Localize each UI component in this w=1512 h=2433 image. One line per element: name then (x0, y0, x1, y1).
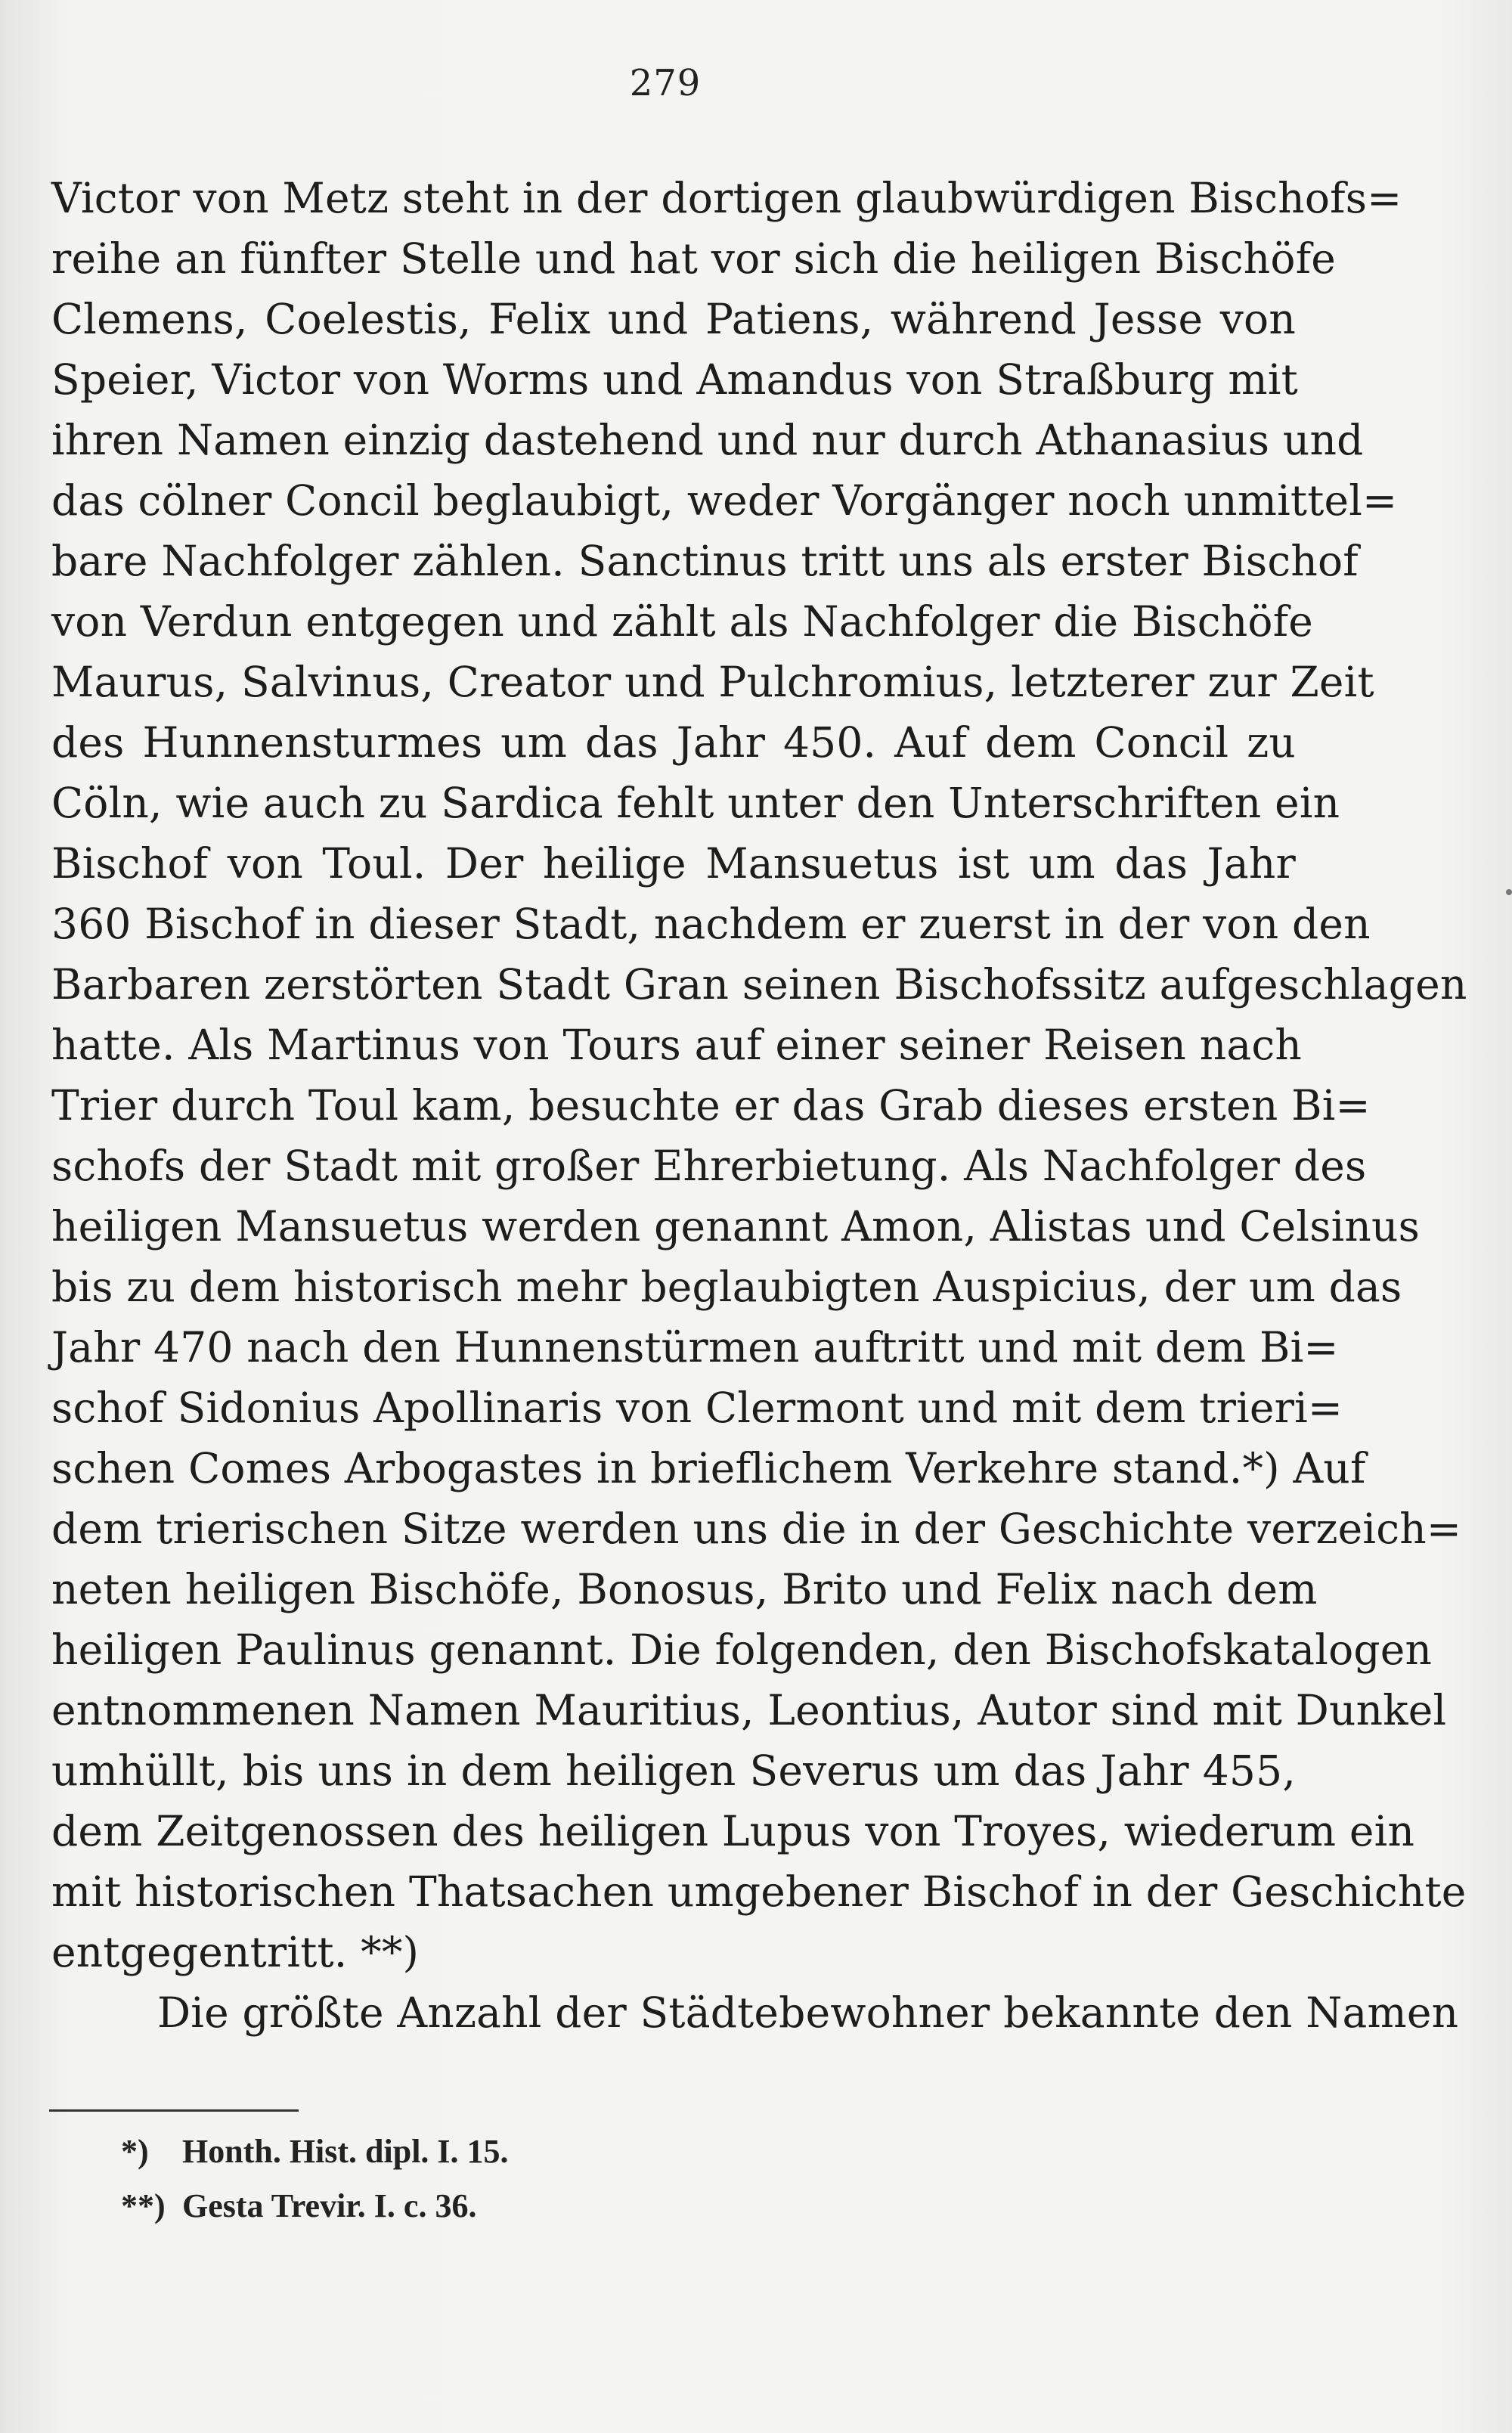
text-line: bis zu dem historisch mehr beglaubigten Auspicius, der um das (51, 1263, 1402, 1311)
paragraph-start-line: Die größte Anzahl der Städtebewohner bekannte den Namen (157, 1988, 1459, 2037)
text-line: heiligen Mansuetus werden genannt Amon, Alistas und Celsinus (51, 1202, 1421, 1251)
text-line: des Hunnensturmes um das Jahr 450. Auf dem Concil zu (51, 718, 1296, 767)
text-line: 360 Bischof in dieser Stadt, nachdem er zuerst in der von den (51, 900, 1371, 948)
body-text (51, 168, 1467, 2043)
footnote-2 (121, 2179, 877, 2233)
text-line: Clemens, Coelestis, Felix und Patiens, während Jesse von (51, 295, 1296, 343)
text-line: Bischof von Toul. Der heilige Mansuetus ist um das Jahr (51, 839, 1296, 888)
text-line: bare Nachfolger zählen. Sanctinus tritt uns als erster Bischof (51, 537, 1359, 585)
footnote-1 (121, 2125, 877, 2179)
footnote-mark: **) (121, 2187, 166, 2224)
text-line: schof Sidonius Apollinaris von Clermont und mit dem trieri= (51, 1384, 1343, 1432)
footnote-divider (49, 2109, 299, 2112)
text-line: dem Zeitgenossen des heiligen Lupus von Troyes, wiederum ein (51, 1807, 1415, 1855)
text-line: Cöln, wie auch zu Sardica fehlt unter den Unterschriften ein (51, 779, 1340, 827)
text-line: Jahr 470 nach den Hunnenstürmen auftritt und mit dem Bi= (51, 1323, 1339, 1371)
text-line: schofs der Stadt mit großer Ehrerbietung. Als Nachfolger des (51, 1142, 1367, 1190)
text-line: Barbaren zerstörten Stadt Gran seinen Bischofssitz aufgeschlagen (51, 960, 1467, 1009)
text-line: das cölner Concil beglaubigt, weder Vorgänger noch unmittel= (51, 476, 1398, 525)
footnote-text: Gesta Trevir. I. c. 36. (182, 2187, 477, 2224)
text-line: reihe an fünfter Stelle und hat vor sich die heiligen Bischöfe (51, 234, 1337, 283)
page-speck (1506, 889, 1512, 895)
text-line: entnommenen Namen Mauritius, Leontius, Autor sind mit Dunkel (51, 1686, 1447, 1734)
footnotes (121, 2125, 877, 2233)
text-line: ihren Namen einzig dastehend und nur durch Athanasius und (51, 416, 1364, 464)
text-line: Maurus, Salvinus, Creator und Pulchromius, letzterer zur Zeit (51, 658, 1374, 706)
text-line: schen Comes Arbogastes in brieflichem Verkehre stand.*) Auf (51, 1444, 1366, 1492)
text-line: hatte. Als Martinus von Tours auf einer seiner Reisen nach (51, 1021, 1302, 1069)
text-line: Trier durch Toul kam, besuchte er das Grab dieses ersten Bi= (51, 1081, 1371, 1130)
text-line: Speier, Victor von Worms und Amandus von Straßburg mit (51, 355, 1298, 404)
text-line: heiligen Paulinus genannt. Die folgenden, den Bischofskatalogen (51, 1626, 1433, 1674)
text-line: von Verdun entgegen und zählt als Nachfolger die Bischöfe (51, 597, 1314, 646)
text-line: neten heiligen Bischöfe, Bonosus, Brito und Felix nach dem (51, 1565, 1318, 1613)
footnote-text: Honth. Hist. dipl. I. 15. (182, 2133, 509, 2170)
text-line: mit historischen Thatsachen umgebener Bischof in der Geschichte (51, 1867, 1467, 1916)
footnote-mark: *) (121, 2133, 149, 2170)
paragraph-end-line: entgegentritt. **) (51, 1928, 420, 1976)
page-number: 279 (629, 62, 702, 104)
text-line: Victor von Metz steht in der dortigen glaubwürdigen Bischofs= (51, 174, 1402, 222)
text-line: dem trierischen Sitze werden uns die in der Geschichte verzeich= (51, 1505, 1462, 1553)
text-line: umhüllt, bis uns in dem heiligen Severus um das Jahr 455, (51, 1746, 1296, 1795)
